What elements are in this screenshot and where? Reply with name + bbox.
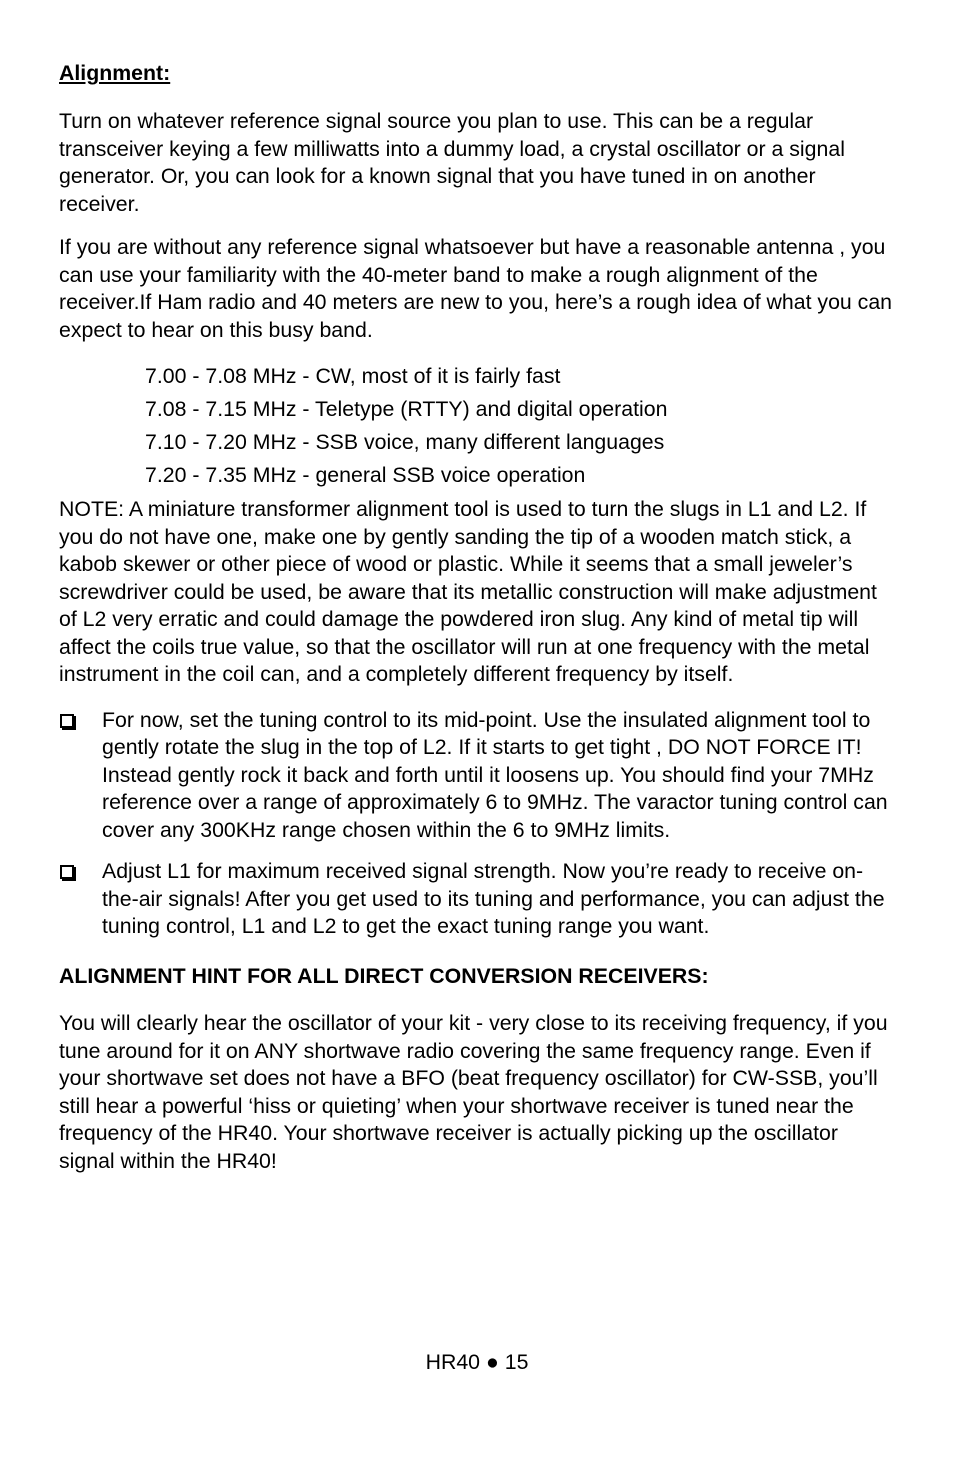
hint-heading: ALIGNMENT HINT FOR ALL DIRECT CONVERSION RECEIVERS: <box>59 963 709 988</box>
step-text: Adjust L1 for maximum received signal strength. Now you’re ready to receive on-the-air signals! After you get used to its tuning and performance, you can adjust the tuning control, L1 and L2 to get the exact tuning range you want. <box>102 859 885 938</box>
band-list <box>59 360 899 492</box>
note-paragraph: NOTE: A miniature transformer alignment tool is used to turn the slugs in L1 and L2. If you do not have one, make one by gently sanding the tip of a wooden match stick, a kabob skewer or other piece of wood or plastic. While it seems that a small jeweler’s screwdriver could be used, be aware that its metallic construction will make adjustment of L2 very erratic and could damage the powdered iron slug. Any kind of metal tip will affect the coils true value, so that the oscillator will run at one frequency with the metal instrument in the coil can, and a completely different frequency by itself. <box>59 497 877 686</box>
band-item: 7.20 - 7.35 MHz - general SSB voice operation <box>145 463 586 487</box>
section-heading: Alignment: <box>59 61 171 85</box>
band-item: 7.08 - 7.15 MHz - Teletype (RTTY) and digital operation <box>145 397 668 421</box>
page-footer: HR40 ● 15 <box>425 1350 529 1374</box>
document-page <box>59 58 899 1191</box>
step-text: For now, set the tuning control to its mid-point. Use the insulated alignment tool to gently rotate the slug in the top of L2. If it starts to get tight , DO NOT FORCE IT! Instead gently rock it back and forth until it loosens up. You should find your 7MHz reference over a range of approximately 6 to 9MHz. The varactor tuning control can cover any 300KHz range chosen within the 6 to 9MHz limits. <box>102 707 888 842</box>
step-item <box>59 858 899 941</box>
checkbox-icon[interactable] <box>60 714 74 728</box>
intro-paragraph: Turn on whatever reference signal source you plan to use. This can be a regular transceiver keying a few milliwatts into a dummy load, a crystal oscillator or a signal generator. Or, you can look for a known signal that you have tuned in on another receiver. <box>59 109 845 216</box>
hint-paragraph: You will clearly hear the oscillator of your kit - very close to its receiving frequency, if you tune around for it on ANY shortwave radio covering the same frequency range. Even if your shortwave set does not have a BFO (beat frequency oscillator) for CW-SSB, you’ll still hear a powerful ‘hiss or quieting’ when your shortwave receiver is tuned near the frequency of the HR40. Your shortwave receiver is actually picking up the oscillator signal within the HR40! <box>59 1011 888 1173</box>
step-item <box>59 707 899 845</box>
checkbox-icon[interactable] <box>60 865 74 879</box>
reference-paragraph: If you are without any reference signal whatsoever but have a reasonable antenna , you can use your familiarity with the 40-meter band to make a rough alignment of the receiver.If Ham radio and 40 meters are new to you, here’s a rough idea of what you can expect to hear on this busy band. <box>59 235 893 342</box>
band-item: 7.10 - 7.20 MHz - SSB voice, many different languages <box>145 430 665 454</box>
band-item: 7.00 - 7.08 MHz - CW, most of it is fairly fast <box>145 364 561 388</box>
